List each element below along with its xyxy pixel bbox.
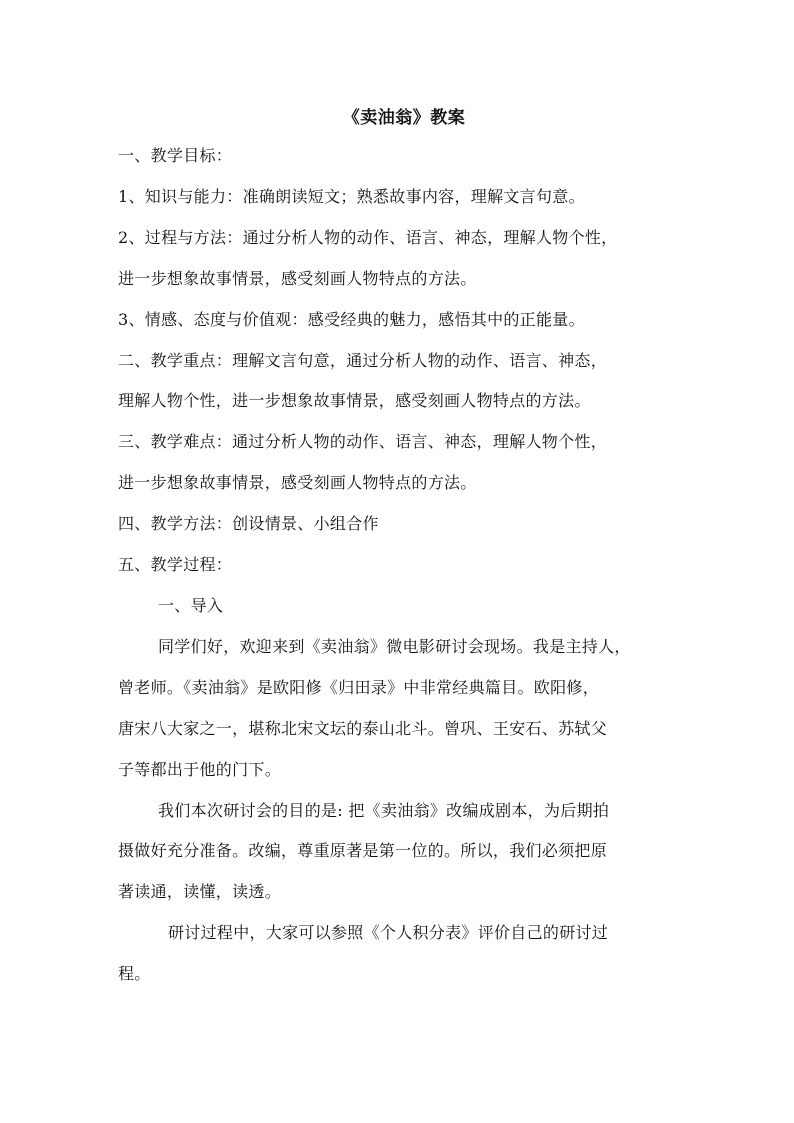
section-key-points-continued: 理解人物个性，进一步想象故事情景，感受刻画人物特点的方法。	[118, 391, 591, 411]
paragraph-2-line-1: 我们本次研讨会的目的是: 把《卖油翁》改编成剧本，为后期拍	[158, 800, 610, 820]
paragraph-2-line-3: 著读通，读懂，读透。	[118, 882, 282, 902]
objective-process: 2、过程与方法：通过分析人物的动作、语言、神态，理解人物个性，	[118, 227, 618, 247]
objective-knowledge: 1、知识与能力：准确朗读短文；熟悉故事内容，理解文言句意。	[118, 186, 585, 206]
paragraph-3-line-2: 程。	[118, 964, 151, 984]
section-difficulties: 三、教学难点：通过分析人物的动作、语言、神态，理解人物个性，	[118, 432, 608, 452]
section-heading-process: 五、教学过程：	[118, 555, 233, 575]
section-heading-objectives: 一、教学目标：	[118, 146, 233, 165]
objective-emotion: 3、情感、态度与价值观：感受经典的魅力，感悟其中的正能量。	[118, 309, 585, 329]
paragraph-1-line-2: 曾老师。《卖油翁》是欧阳修《归田录》中非常经典篇目。欧阳修，	[118, 677, 600, 697]
paragraph-1-line-1: 同学们好，欢迎来到《卖油翁》微电影研讨会现场。我是主持人，	[158, 636, 631, 656]
section-key-points: 二、教学重点：理解文言句意，通过分析人物的动作、语言、神态，	[118, 350, 608, 370]
document-title: 《卖油翁》教案	[342, 108, 466, 128]
paragraph-1-line-3: 唐宋八大家之一，堪称北宋文坛的泰山北斗。曾巩、王安石、苏轼父	[118, 718, 608, 738]
section-difficulties-continued: 进一步想象故事情景，感受刻画人物特点的方法。	[118, 473, 477, 493]
section-methods: 四、教学方法：创设情景、小组合作	[118, 514, 379, 534]
paragraph-2-line-2: 摄做好充分准备。改编，尊重原著是第一位的。所以，我们必须把原	[118, 841, 608, 861]
paragraph-3-line-1: 研讨过程中，大家可以参照《个人积分表》评价自己的研讨过	[168, 923, 609, 943]
objective-process-continued: 进一步想象故事情景，感受刻画人物特点的方法。	[118, 268, 477, 288]
subsection-introduction: 一、导入	[158, 595, 224, 615]
paragraph-1-line-4: 子等都出于他的门下。	[118, 759, 282, 779]
document-body	[118, 100, 690, 995]
